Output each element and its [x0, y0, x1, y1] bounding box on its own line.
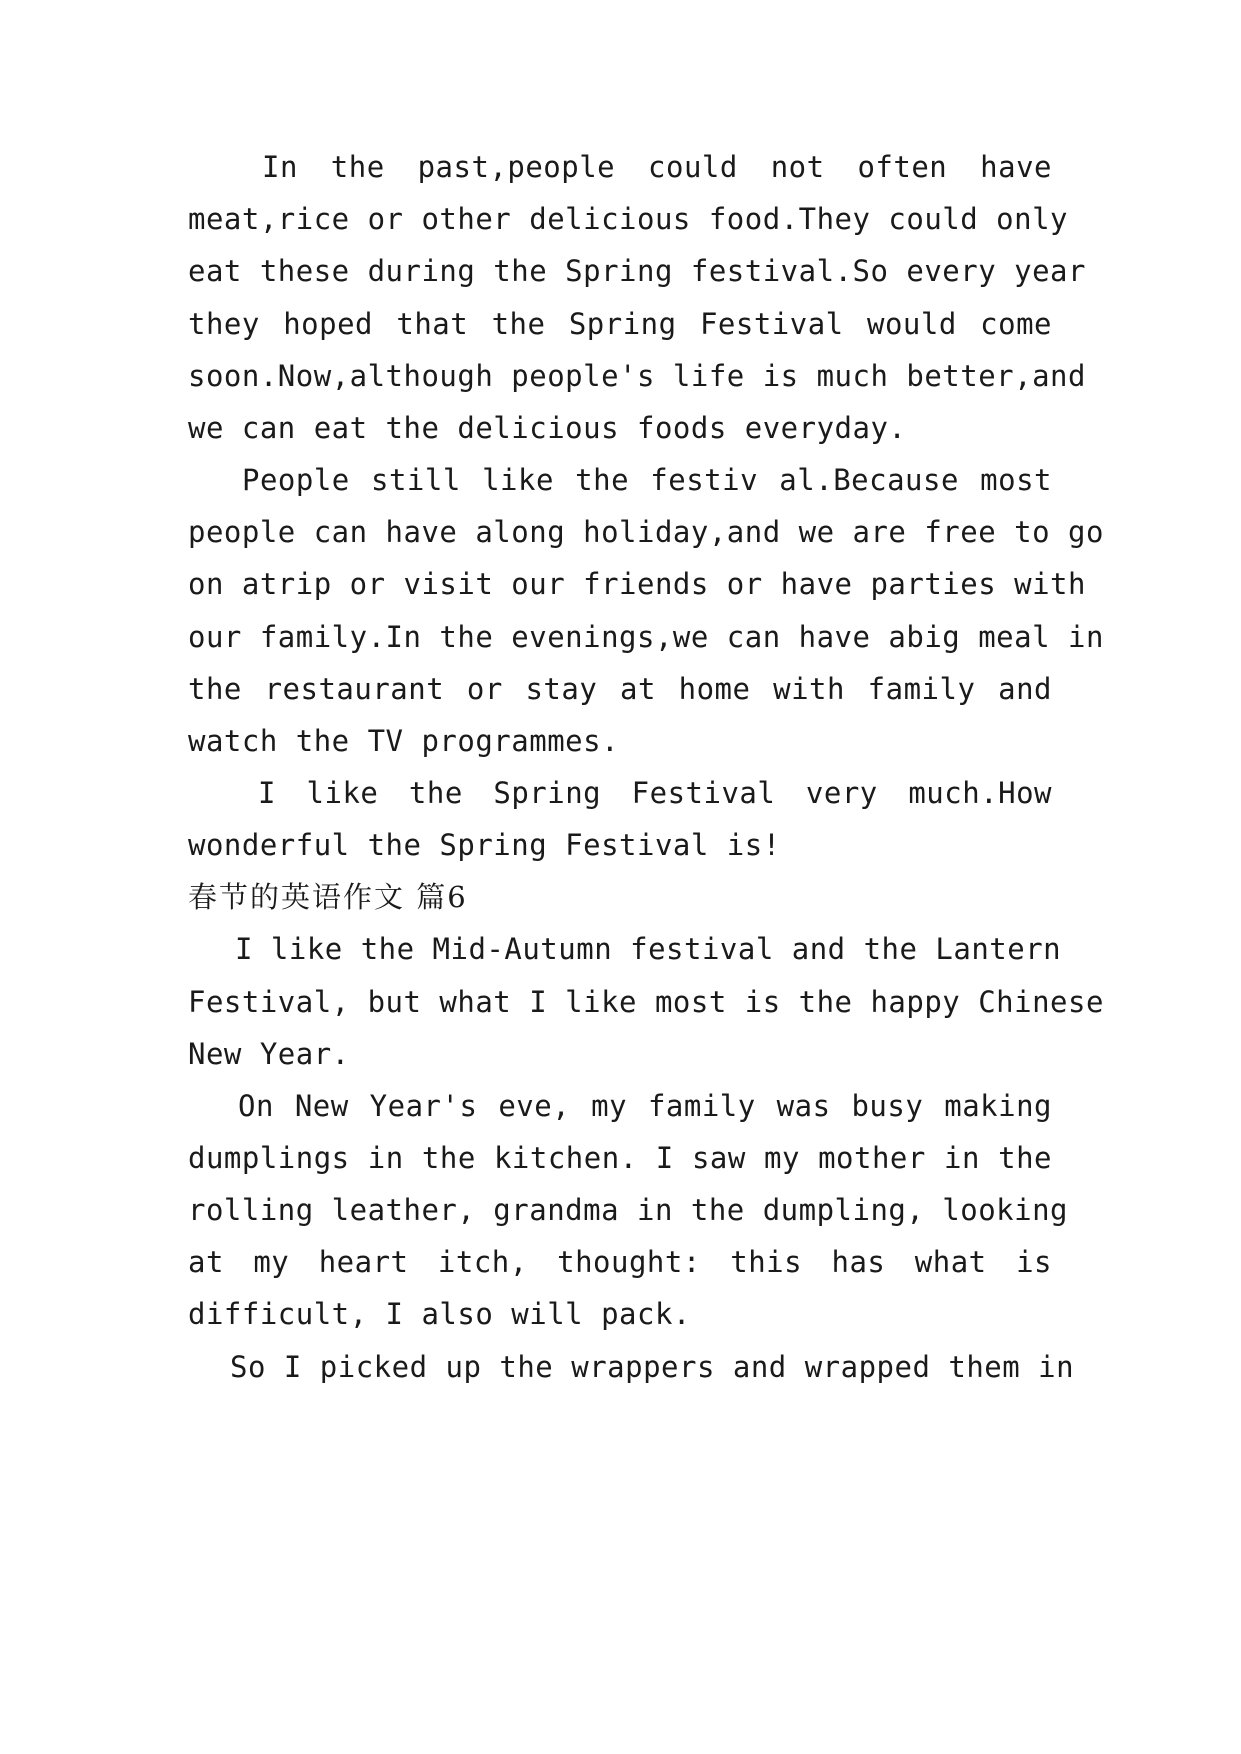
section-heading: 春节的英语作文 篇6 — [188, 880, 468, 914]
paragraph-line: we can eat the delicious foods everyday. — [188, 411, 907, 445]
paragraph-line: watch the TV programmes. — [188, 724, 620, 758]
paragraph-line: wonderful the Spring Festival is! — [188, 828, 781, 862]
paragraph-line: at my heart itch, thought: this has what is — [188, 1245, 1052, 1279]
paragraph-line: I like the Spring Festival very much.How — [258, 776, 1052, 810]
paragraph-line: meat,rice or other delicious food.They could only — [188, 202, 1069, 236]
paragraph-line: eat these during the Spring festival.So every year — [188, 254, 1086, 288]
paragraph-line: I like the Mid-Autumn festival and the Lantern — [235, 932, 1062, 966]
paragraph-line: soon.Now,although people's life is much better,and — [188, 359, 1086, 393]
paragraph-line: People still like the festiv al.Because most — [242, 463, 1052, 497]
paragraph-line: dumplings in the kitchen. I saw my mother in the — [188, 1141, 1052, 1175]
paragraph-line: New Year. — [188, 1037, 350, 1071]
paragraph-line: people can have along holiday,and we are free to go — [188, 515, 1104, 549]
paragraph-line: our family.In the evenings,we can have abig meal in — [188, 620, 1104, 654]
paragraph-line: Festival, but what I like most is the happy Chinese — [188, 985, 1104, 1019]
paragraph-line: they hoped that the Spring Festival would come — [188, 307, 1052, 341]
paragraph-line: On New Year's eve, my family was busy making — [238, 1089, 1052, 1123]
paragraph-line: So I picked up the wrappers and wrapped them in — [230, 1350, 1075, 1384]
paragraph-line: the restaurant or stay at home with family and — [188, 672, 1052, 706]
paragraph-line: rolling leather, grandma in the dumpling, looking — [188, 1193, 1069, 1227]
paragraph-line: In the past,people could not often have — [262, 150, 1052, 184]
paragraph-line: on atrip or visit our friends or have parties with — [188, 567, 1086, 601]
paragraph-line: difficult, I also will pack. — [188, 1297, 691, 1331]
